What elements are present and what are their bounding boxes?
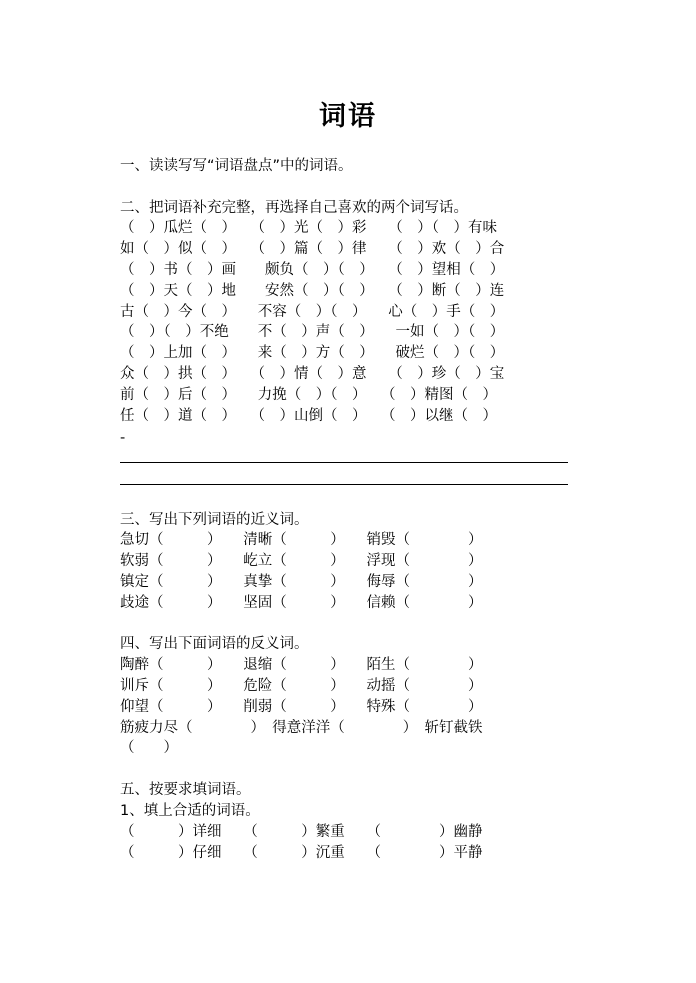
section-1-heading: 一、读读写写“词语盘点”中的词语。	[120, 158, 353, 174]
antonym-row: 陶醉（ ） 退缩（ ） 陌生（ ）	[120, 657, 483, 673]
fill-row: （ ）（ ）不绝 不（ ）声（ ） 一如（ ）（ ）	[120, 324, 505, 340]
writing-line	[120, 462, 568, 463]
fill-row: 众（ ）拱（ ） （ ）情（ ）意 （ ）珍（ ）宝	[120, 366, 505, 382]
antonym-row: 筋疲力尽（ ） 得意洋洋（ ） 斩钉截铁	[120, 720, 483, 736]
fill-row: （ ）瓜烂（ ） （ ）光（ ）彩 （ ）（ ）有味	[120, 220, 497, 236]
writing-line	[120, 484, 568, 485]
section-3-heading: 三、写出下列词语的近义词。	[120, 512, 309, 528]
antonym-row: 训斥（ ） 危险（ ） 动摇（ ）	[120, 678, 483, 694]
section-5-heading: 五、按要求填词语。	[120, 782, 251, 798]
synonym-row: 急切（ ） 清晰（ ） 销毁（ ）	[120, 532, 483, 548]
fill-row: （ ）上加（ ） 来（ ）方（ ） 破烂（ ）（ ）	[120, 345, 505, 361]
antonym-row: 仰望（ ） 削弱（ ） 特殊（ ）	[120, 699, 483, 715]
section-2-heading: 二、把词语补充完整，再选择自己喜欢的两个词写话。	[120, 200, 468, 216]
synonym-row: 镇定（ ） 真挚（ ） 侮辱（ ）	[120, 574, 483, 590]
fill-word-row: （ ）仔细 （ ）沉重 （ ）平静	[120, 845, 483, 861]
section-4-heading: 四、写出下面词语的反义词。	[120, 636, 309, 652]
subsection-heading: 1、填上合适的词语。	[120, 803, 260, 819]
antonym-row: （ ）	[120, 740, 178, 756]
fill-row: 任（ ）道（ ） （ ）山倒（ ） （ ）以继（ ）	[120, 408, 497, 424]
fill-word-row: （ ）详细 （ ）繁重 （ ）幽静	[120, 824, 483, 840]
fill-row: 古（ ）今（ ） 不容（ ）（ ） 心（ ）手（ ）	[120, 304, 505, 320]
synonym-row: 歧途（ ） 坚固（ ） 信赖（ ）	[120, 595, 483, 611]
dash-mark: -	[120, 430, 126, 446]
synonym-row: 软弱（ ） 屹立（ ） 浮现（ ）	[120, 553, 483, 569]
fill-row: （ ）书（ ）画 颇负（ ）（ ） （ ）望相（ ）	[120, 262, 505, 278]
fill-row: 如（ ）似（ ） （ ）篇（ ）律 （ ）欢（ ）合	[120, 241, 505, 257]
fill-row: （ ）天（ ）地 安然（ ）（ ） （ ）断（ ）连	[120, 283, 505, 299]
page-title: 词语	[319, 101, 377, 132]
fill-row: 前（ ）后（ ） 力挽（ ）（ ） （ ）精图（ ）	[120, 387, 497, 403]
